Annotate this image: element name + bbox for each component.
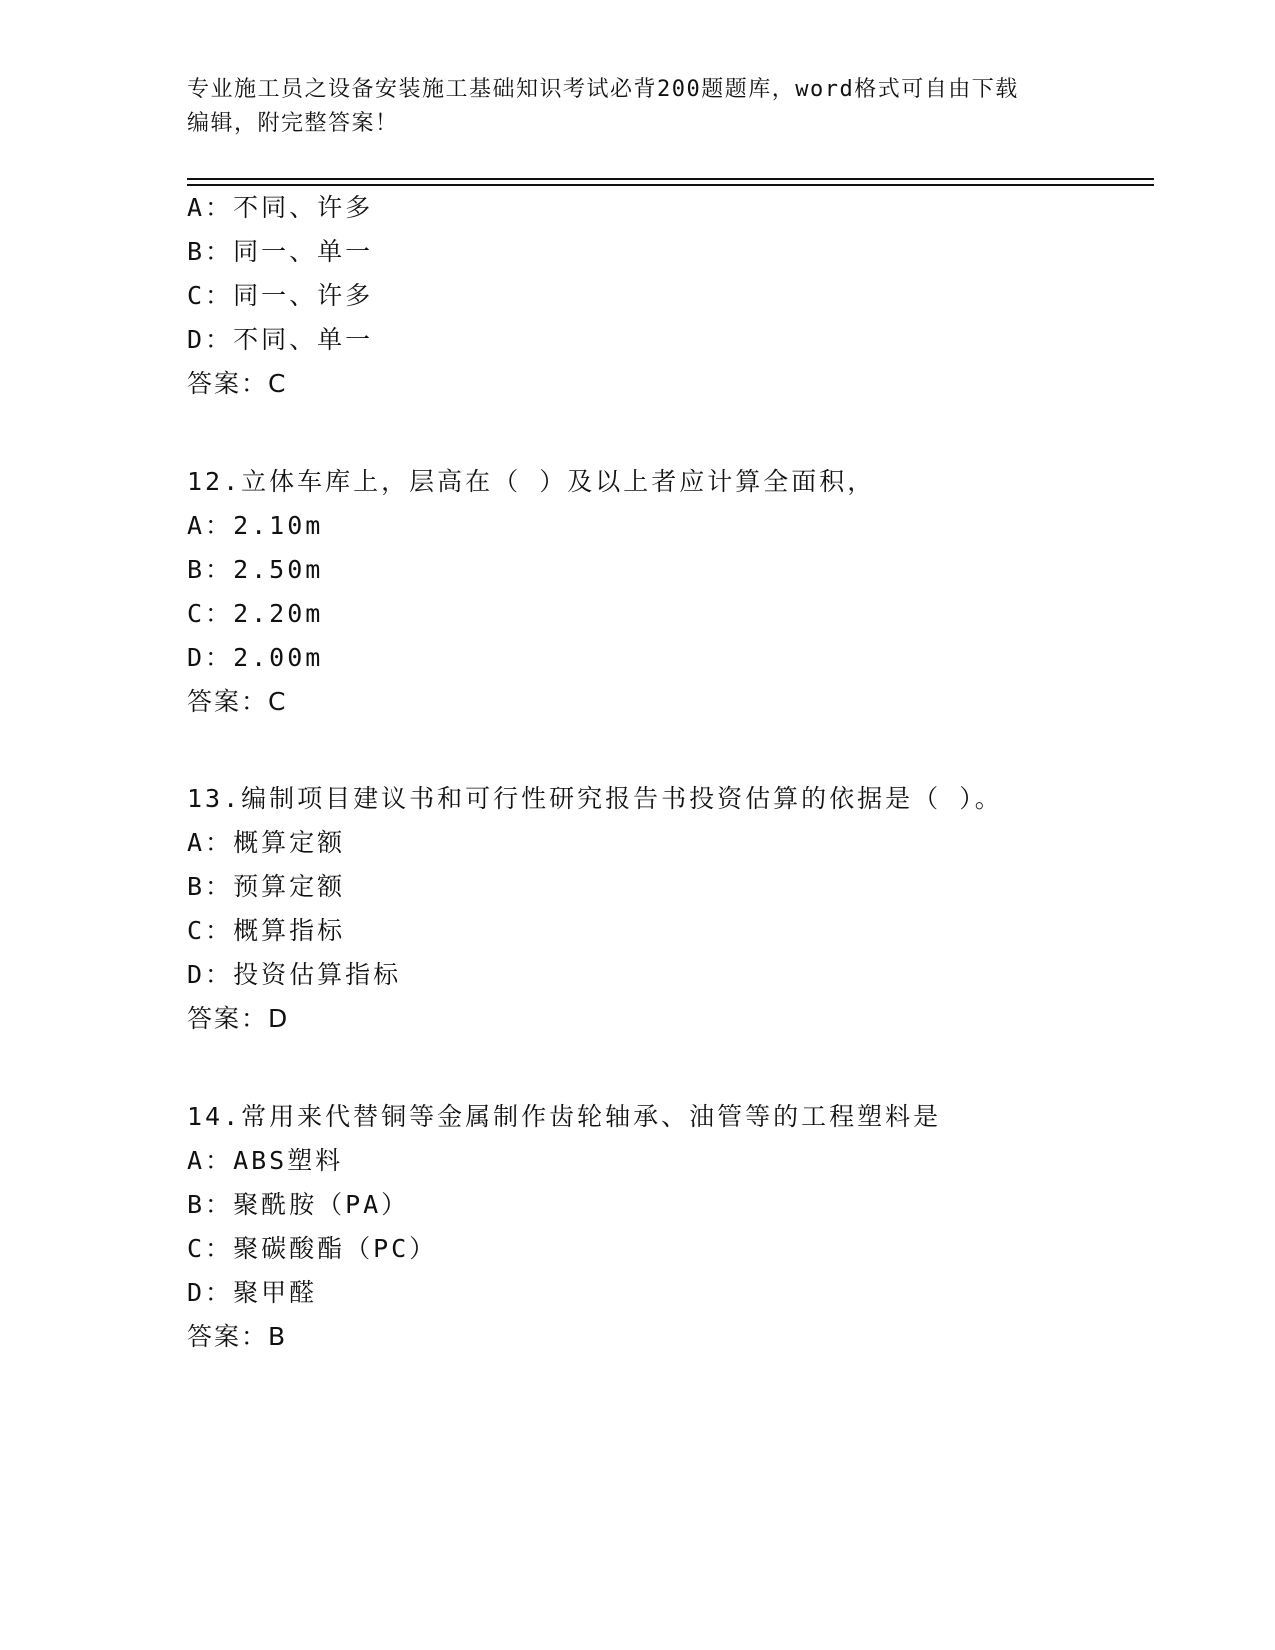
option-prefix: B： (187, 872, 234, 901)
q11-option-a (187, 193, 373, 223)
q11-option-d (187, 325, 373, 355)
q13-option-d (187, 960, 401, 990)
option-prefix: B： (187, 237, 234, 266)
option-prefix: C： (187, 281, 234, 310)
option-prefix: B： (187, 1190, 234, 1219)
option-prefix: D： (187, 960, 234, 989)
option-prefix: D： (187, 643, 234, 672)
q14-option-b (187, 1190, 409, 1220)
option-text: 2.20m (233, 599, 324, 628)
q12-answer: 答案：C (187, 687, 288, 716)
option-text: 预算定额 (233, 872, 346, 901)
option-text: 聚酰胺（PA） (233, 1190, 410, 1219)
option-text: 聚碳酸酯（PC） (233, 1234, 438, 1263)
option-text: ABS塑料 (233, 1146, 344, 1175)
header-title-line1: 专业施工员之设备安装施工基础知识考试必背200题题库，word格式可自由下载 (187, 77, 1019, 102)
option-prefix: A： (187, 1146, 234, 1175)
option-text: 聚甲醛 (233, 1278, 318, 1307)
q14-question: 14.常用来代替铜等金属制作齿轮轴承、油管等的工程塑料是 (187, 1102, 942, 1131)
option-text: 概算定额 (233, 828, 346, 857)
option-text: 同一、许多 (233, 281, 374, 310)
option-text: 不同、单一 (233, 325, 374, 354)
q12-option-c (187, 599, 323, 629)
option-prefix: A： (187, 193, 234, 222)
q13-option-c (187, 916, 345, 946)
q14-option-c (187, 1234, 437, 1264)
q14-answer: 答案：B (187, 1322, 288, 1351)
q13-option-a (187, 828, 345, 858)
option-text: 投资估算指标 (233, 960, 402, 989)
option-prefix: C： (187, 599, 234, 628)
option-text: 概算指标 (233, 916, 346, 945)
q13-question: 13.编制项目建议书和可行性研究报告书投资估算的依据是（ ）。 (187, 784, 1003, 813)
option-prefix: B： (187, 555, 234, 584)
option-prefix: A： (187, 828, 234, 857)
q11-answer: 答案：C (187, 369, 288, 398)
option-prefix: C： (187, 1234, 234, 1263)
option-prefix: C： (187, 916, 234, 945)
q14-option-d (187, 1278, 317, 1308)
option-prefix: D： (187, 1278, 234, 1307)
document-header (187, 73, 1067, 141)
option-text: 2.50m (233, 555, 324, 584)
option-text: 2.10m (233, 511, 324, 540)
q14-option-a (187, 1146, 343, 1176)
option-prefix: D： (187, 325, 234, 354)
header-divider-top (187, 178, 1154, 180)
header-divider-bottom (187, 184, 1154, 186)
q11-option-b (187, 237, 373, 267)
q13-option-b (187, 872, 345, 902)
q12-question: 12.立体车库上，层高在（ ）及以上者应计算全面积， (187, 467, 876, 496)
q12-option-a (187, 511, 323, 541)
q12-option-d (187, 643, 323, 673)
header-title-line2: 编辑，附完整答案！ (187, 111, 399, 136)
option-text: 同一、单一 (233, 237, 374, 266)
q11-option-c (187, 281, 373, 311)
option-text: 不同、许多 (233, 193, 374, 222)
option-prefix: A： (187, 511, 234, 540)
q13-answer: 答案：D (187, 1004, 290, 1033)
q12-option-b (187, 555, 323, 585)
option-text: 2.00m (233, 643, 324, 672)
